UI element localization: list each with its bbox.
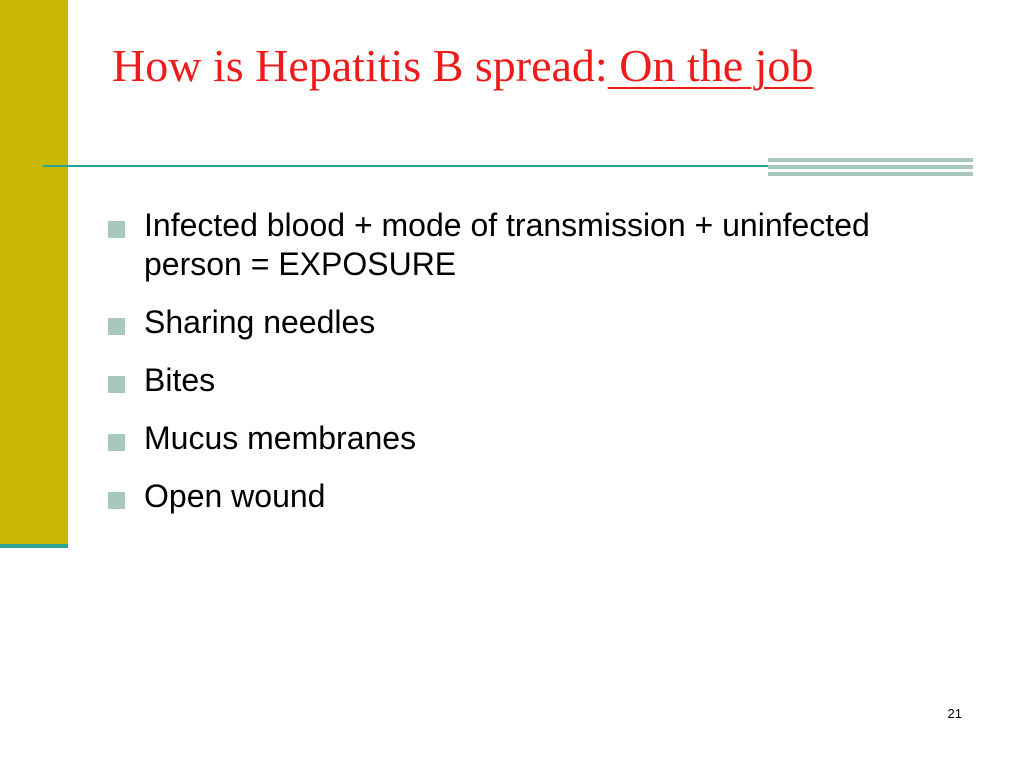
bullet-text: Infected blood + mode of transmission + uninfected person = EXPOSURE (144, 207, 870, 283)
slide-title (112, 38, 813, 93)
square-bullet-icon (108, 376, 125, 393)
title-divider-block (768, 158, 973, 178)
square-bullet-icon (108, 318, 125, 335)
bullet-item (108, 361, 948, 400)
slide-title-emphasis: On the job (607, 40, 814, 91)
page-number: 21 (947, 706, 962, 721)
bullet-item (108, 303, 948, 342)
bullet-text: Sharing needles (144, 304, 376, 341)
bullet-text: Open wound (144, 478, 326, 515)
bullet-item (108, 206, 948, 284)
square-bullet-icon (108, 434, 125, 451)
bullet-text: Mucus membranes (144, 420, 417, 457)
bullet-item (108, 419, 948, 458)
left-accent-bar (0, 0, 68, 546)
bullet-list (108, 206, 948, 535)
bullet-item (108, 477, 948, 516)
left-accent-bar-line (0, 544, 68, 548)
bullet-text: Bites (144, 362, 216, 399)
square-bullet-icon (108, 492, 125, 509)
square-bullet-icon (108, 221, 125, 238)
slide-title-prefix: How is Hepatitis B spread: (112, 40, 608, 91)
